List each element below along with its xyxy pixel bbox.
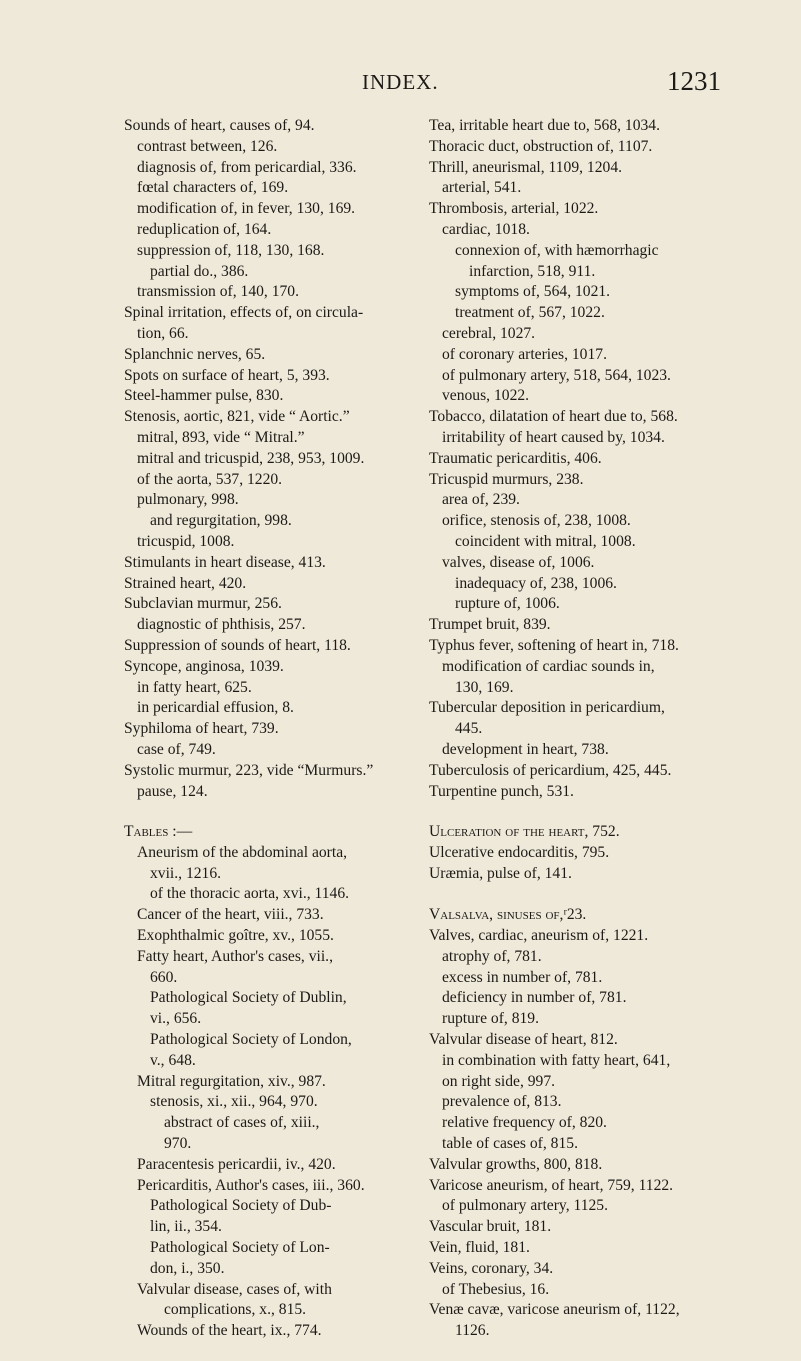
- index-entry: 660.: [150, 968, 178, 986]
- index-entry: Splanchnic nerves, 65.: [124, 345, 266, 363]
- right-column-top: [429, 116, 769, 802]
- index-entry: Ulceration of the heart, 752.: [429, 823, 620, 840]
- index-entry: infarction, 518, 911.: [469, 262, 596, 280]
- index-entry: of pulmonary artery, 1125.: [442, 1197, 608, 1215]
- index-entry: coincident with mitral, 1008.: [455, 532, 636, 550]
- index-entry: Typhus fever, softening of heart in, 718.: [429, 636, 679, 654]
- index-entry: 1126.: [455, 1322, 490, 1340]
- index-entry: Vascular bruit, 181.: [429, 1218, 552, 1236]
- index-entry: cerebral, 1027.: [442, 324, 536, 342]
- index-entry: development in heart, 738.: [442, 740, 609, 758]
- index-entry: of the aorta, 537, 1220.: [137, 470, 283, 488]
- index-entry: of coronary arteries, 1017.: [442, 345, 607, 363]
- index-entry: treatment of, 567, 1022.: [455, 304, 605, 322]
- index-entry: reduplication of, 164.: [137, 220, 272, 238]
- left-column-top: [124, 116, 454, 802]
- index-entry: modification of, in fever, 130, 169.: [137, 200, 356, 218]
- index-entry: deficiency in number of, 781.: [442, 989, 627, 1007]
- index-entry: Trumpet bruit, 839.: [429, 616, 551, 634]
- index-entry: Turpentine punch, 531.: [429, 782, 574, 800]
- index-entry: Pathological Society of Dub-: [150, 1197, 332, 1215]
- index-entry: in fatty heart, 625.: [137, 678, 252, 696]
- index-entry: Strained heart, 420.: [124, 574, 247, 592]
- index-entry: Tea, irritable heart due to, 568, 1034.: [429, 117, 661, 134]
- index-entry: area of, 239.: [442, 491, 520, 509]
- index-entry: of Thebesius, 16.: [442, 1280, 550, 1298]
- index-entry: Aneurism of the abdominal aorta,: [137, 843, 348, 861]
- index-entry: Sounds of heart, causes of, 94.: [124, 117, 315, 134]
- index-entry: modification of cardiac sounds in,: [442, 657, 655, 675]
- index-entry: Wounds of the heart, ix., 774.: [137, 1322, 322, 1340]
- index-entry: Vein, fluid, 181.: [429, 1238, 530, 1256]
- index-entry: Thrill, aneurismal, 1109, 1204.: [429, 158, 623, 176]
- index-entry: Valvular growths, 800, 818.: [429, 1155, 603, 1173]
- index-entry: Systolic murmur, 223, vide “Murmurs.”: [124, 761, 374, 779]
- index-entry: Venæ cavæ, varicose aneurism of, 1122,: [429, 1301, 680, 1319]
- left-column-bottom: [124, 822, 454, 1342]
- index-entry: valves, disease of, 1006.: [442, 553, 595, 571]
- index-entry: suppression of, 118, 130, 168.: [137, 241, 325, 259]
- index-entry: inadequacy of, 238, 1006.: [455, 574, 617, 592]
- index-entry: rupture of, 1006.: [455, 595, 560, 613]
- index-entry: Tobacco, dilatation of heart due to, 568.: [429, 408, 678, 426]
- index-entry: Steel-hammer pulse, 830.: [124, 387, 284, 405]
- index-entry: arterial, 541.: [442, 179, 522, 197]
- index-entry: cardiac, 1018.: [442, 220, 530, 238]
- index-entry: Tricuspid murmurs, 238.: [429, 470, 584, 488]
- index-entry: stenosis, xi., xii., 964, 970.: [150, 1093, 318, 1111]
- index-entry: 130, 169.: [455, 678, 514, 696]
- index-entry: complications, x., 815.: [164, 1301, 307, 1319]
- index-entry: symptoms of, 564, 1021.: [455, 283, 611, 301]
- index-entry: rupture of, 819.: [442, 1010, 540, 1028]
- index-entry: diagnostic of phthisis, 257.: [137, 616, 306, 634]
- page-title: INDEX.: [362, 70, 439, 94]
- index-entry: don, i., 350.: [150, 1259, 225, 1277]
- index-entry: Cancer of the heart, viii., 733.: [137, 906, 324, 924]
- index-entry: v., 648.: [150, 1051, 196, 1069]
- index-entry: partial do., 386.: [150, 262, 249, 280]
- index-entry: Stimulants in heart disease, 413.: [124, 553, 326, 571]
- index-entry: mitral, 893, vide “ Mitral.”: [137, 428, 305, 446]
- index-entry: lin, ii., 354.: [150, 1218, 222, 1236]
- index-entry: fœtal characters of, 169.: [137, 179, 289, 197]
- index-entry: 970.: [164, 1134, 192, 1152]
- index-entry: Mitral regurgitation, xiv., 987.: [137, 1072, 326, 1090]
- index-entry: Pathological Society of Lon-: [150, 1238, 330, 1256]
- index-entry: Tuberculosis of pericardium, 425, 445.: [429, 761, 672, 779]
- index-entry: Suppression of sounds of heart, 118.: [124, 636, 351, 654]
- index-entry: Spots on surface of heart, 5, 393.: [124, 366, 330, 384]
- index-entry: tion, 66.: [137, 324, 189, 342]
- index-entry: transmission of, 140, 170.: [137, 283, 299, 301]
- index-entry: relative frequency of, 820.: [442, 1114, 607, 1132]
- index-entry: [429, 884, 769, 905]
- index-entry: 445.: [455, 720, 483, 738]
- index-entry: pause, 124.: [137, 782, 208, 800]
- index-entry: table of cases of, 815.: [442, 1134, 578, 1152]
- index-entry: Syphiloma of heart, 739.: [124, 720, 279, 738]
- index-entry: of pulmonary artery, 518, 564, 1023.: [442, 366, 671, 384]
- index-entry: Tubercular deposition in pericardium,: [429, 699, 665, 717]
- index-entry: Pericarditis, Author's cases, iii., 360.: [137, 1176, 365, 1194]
- index-entry: atrophy of, 781.: [442, 947, 542, 965]
- index-entry: Spinal irritation, effects of, on circula-: [124, 304, 364, 322]
- index-entry: Valsalva, sinuses of,ʳ23.: [429, 906, 587, 924]
- index-entry: case of, 749.: [137, 740, 216, 758]
- index-entry: excess in number of, 781.: [442, 968, 603, 986]
- index-entry: contrast between, 126.: [137, 137, 278, 155]
- index-entry: on right side, 997.: [442, 1072, 556, 1090]
- index-entry: connexion of, with hæmorrhagic: [455, 241, 659, 259]
- page-number: 1231: [667, 66, 721, 96]
- index-entry: Thrombosis, arterial, 1022.: [429, 200, 599, 218]
- index-entry: Subclavian murmur, 256.: [124, 595, 282, 613]
- index-entry: orifice, stenosis of, 238, 1008.: [442, 512, 631, 530]
- index-entry: in pericardial effusion, 8.: [137, 699, 294, 717]
- index-entry: and regurgitation, 998.: [150, 512, 292, 530]
- index-entry: Thoracic duct, obstruction of, 1107.: [429, 137, 653, 155]
- index-entry: vi., 656.: [150, 1010, 202, 1028]
- right-column-bottom: [429, 822, 769, 1342]
- index-entry: Stenosis, aortic, 821, vide “ Aortic.”: [124, 408, 350, 426]
- index-entry: mitral and tricuspid, 238, 953, 1009.: [137, 449, 365, 467]
- index-entry: Valves, cardiac, aneurism of, 1221.: [429, 926, 649, 944]
- index-entry: Varicose aneurism, of heart, 759, 1122.: [429, 1176, 674, 1194]
- index-entry: Veins, coronary, 34.: [429, 1259, 554, 1277]
- index-entry: prevalence of, 813.: [442, 1093, 562, 1111]
- index-entry: Exophthalmic goître, xv., 1055.: [137, 926, 334, 944]
- index-entry: xvii., 1216.: [150, 864, 222, 882]
- index-entry: Fatty heart, Author's cases, vii.,: [137, 947, 333, 965]
- index-entry: diagnosis of, from pericardial, 336.: [137, 158, 357, 176]
- index-entry: tricuspid, 1008.: [137, 532, 235, 550]
- index-entry: of the thoracic aorta, xvi., 1146.: [150, 885, 350, 903]
- index-entry: Paracentesis pericardii, iv., 420.: [137, 1155, 336, 1173]
- index-entry: Ulcerative endocarditis, 795.: [429, 843, 610, 861]
- index-entry: in combination with fatty heart, 641,: [442, 1051, 671, 1069]
- index-entry: irritability of heart caused by, 1034.: [442, 428, 665, 446]
- index-entry: Tables :—: [124, 823, 193, 840]
- index-entry: pulmonary, 998.: [137, 491, 239, 509]
- index-entry: Traumatic pericarditis, 406.: [429, 449, 602, 467]
- index-entry: Uræmia, pulse of, 141.: [429, 864, 572, 882]
- index-entry: Pathological Society of London,: [150, 1030, 352, 1048]
- index-entry: Syncope, anginosa, 1039.: [124, 657, 284, 675]
- index-entry: Valvular disease, cases of, with: [137, 1280, 332, 1298]
- index-entry: Valvular disease of heart, 812.: [429, 1030, 618, 1048]
- index-entry: Pathological Society of Dublin,: [150, 989, 347, 1007]
- index-entry: abstract of cases of, xiii.,: [164, 1114, 320, 1132]
- index-entry: venous, 1022.: [442, 387, 530, 405]
